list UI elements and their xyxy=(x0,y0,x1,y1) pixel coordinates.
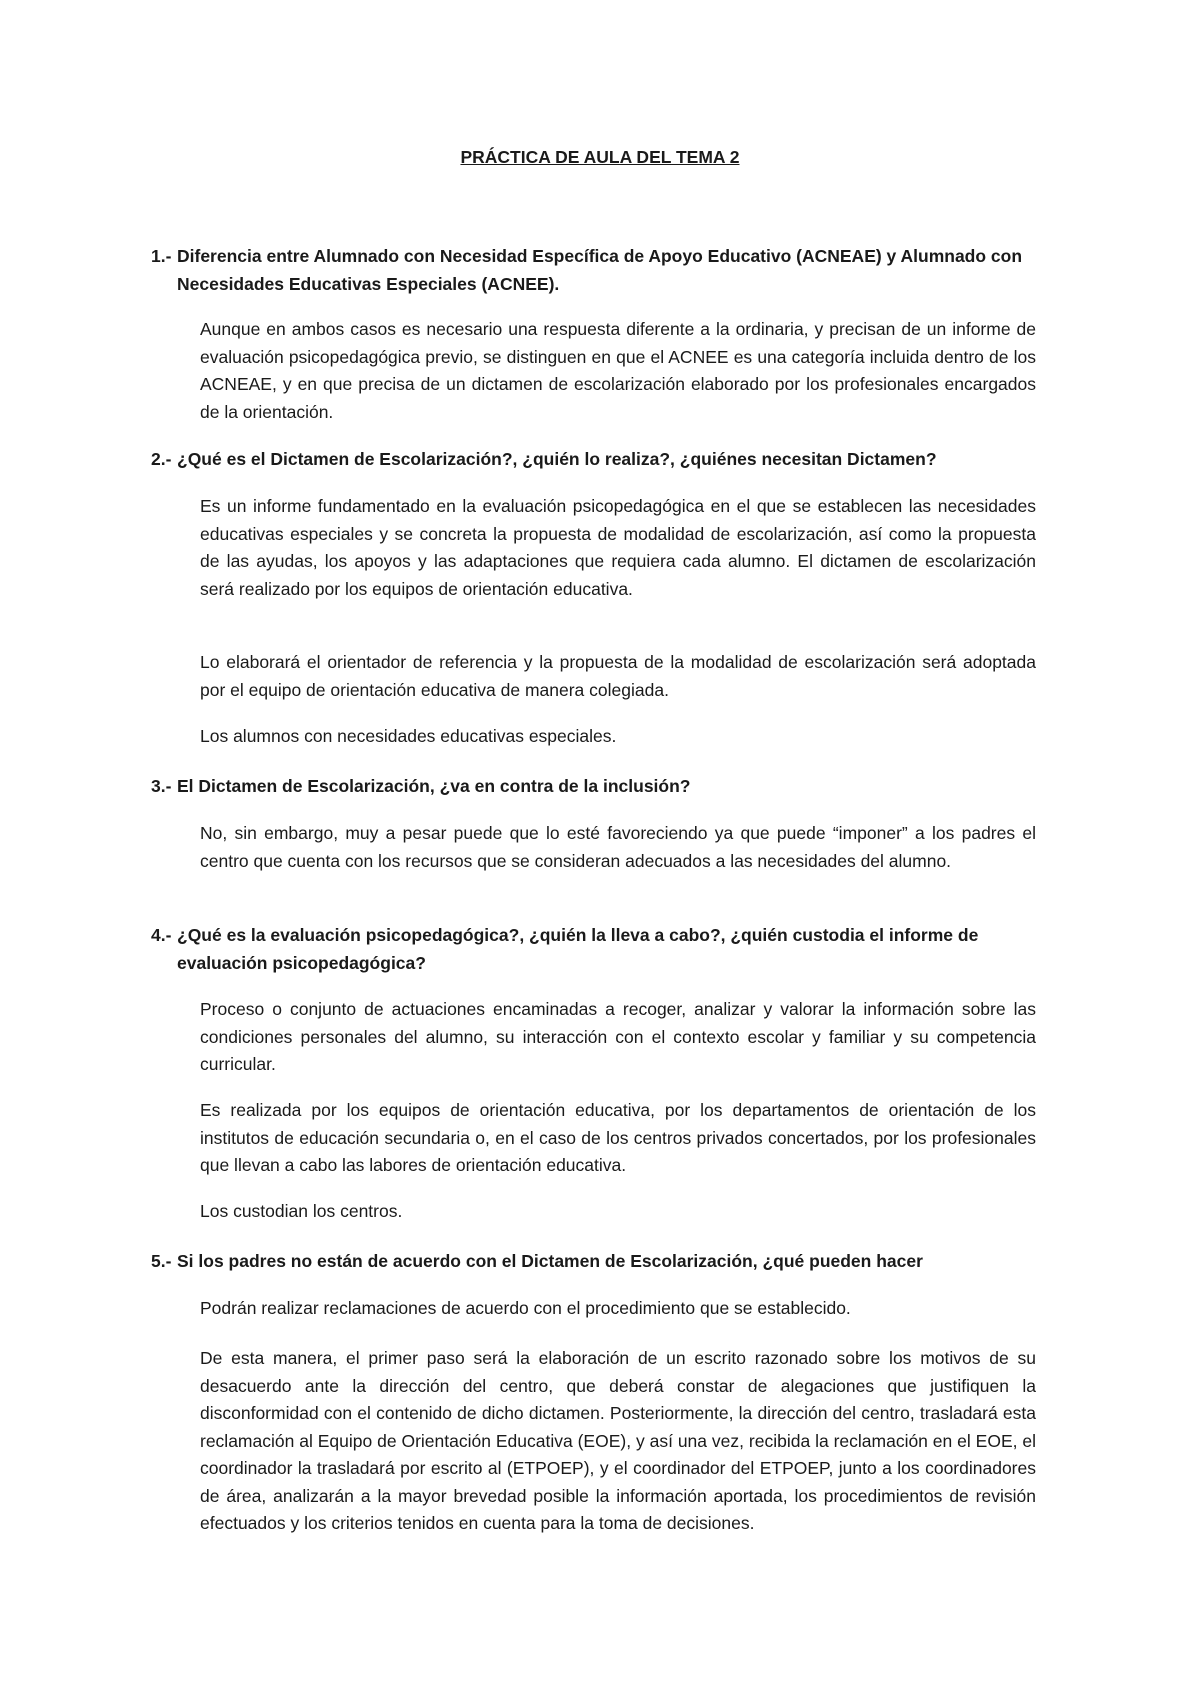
question-5 xyxy=(151,1248,1037,1276)
question-3 xyxy=(151,773,1037,801)
answer-4-paragraph-3: Los custodian los centros. xyxy=(200,1201,403,1221)
answer-2-paragraph-2: Lo elaborará el orientador de referencia y la propuesta de la modalidad de escolarización será adoptada por el equipo de orientación educativa de manera colegiada. xyxy=(200,652,1036,700)
question-number: 2.- xyxy=(151,449,172,469)
question-number: 3.- xyxy=(151,776,172,796)
question-number: 5.- xyxy=(151,1251,172,1271)
answer-3-paragraph-1: No, sin embargo, muy a pesar puede que lo esté favoreciendo ya que puede “imponer” a los padres el centro que cuenta con los recursos que se consideran adecuados a las necesidades del alumno. xyxy=(200,823,1036,871)
answer-1-paragraph-1: Aunque en ambos casos es necesario una respuesta diferente a la ordinaria, y precisan de un informe de evaluación psicopedagógica previo, se distinguen en que el ACNEE es una categoría incluida dentro de los ACNEAE, y en que precisa de un dictamen de escolarización elaborado por los profesionales encargados de la orientación. xyxy=(200,319,1036,422)
question-text: ¿Qué es la evaluación psicopedagógica?, ¿quién la lleva a cabo?, ¿quién custodia el informe de evaluación psicopedagógica? xyxy=(177,925,979,973)
question-number: 4.- xyxy=(151,925,172,945)
answer-5-paragraph-1: Podrán realizar reclamaciones de acuerdo con el procedimiento que se establecido. xyxy=(200,1298,851,1318)
question-text: ¿Qué es el Dictamen de Escolarización?, ¿quién lo realiza?, ¿quiénes necesitan Dictamen? xyxy=(177,449,937,469)
answer-4-paragraph-2: Es realizada por los equipos de orientación educativa, por los departamentos de orientación de los institutos de educación secundaria o, en el caso de los centros privados concertados, por los profesionales que llevan a cabo las labores de orientación educativa. xyxy=(200,1100,1036,1175)
question-text: Si los padres no están de acuerdo con el Dictamen de Escolarización, ¿qué pueden hacer xyxy=(177,1251,923,1271)
answer-2-paragraph-1: Es un informe fundamentado en la evaluación psicopedagógica en el que se establecen las necesidades educativas especiales y se concreta la propuesta de modalidad de escolarización, así como la propuesta de las ayudas, los apoyos y las adaptaciones que requiera cada alumno. El dictamen de escolarización será realizado por los equipos de orientación educativa. xyxy=(200,496,1036,599)
question-text: El Dictamen de Escolarización, ¿va en contra de la inclusión? xyxy=(177,776,691,796)
question-4 xyxy=(151,922,1037,977)
answer-4-paragraph-1: Proceso o conjunto de actuaciones encaminadas a recoger, analizar y valorar la información sobre las condiciones personales del alumno, su interacción con el contexto escolar y familiar y su competencia curricular. xyxy=(200,999,1036,1074)
document-title: PRÁCTICA DE AULA DEL TEMA 2 xyxy=(460,147,740,167)
answer-5-paragraph-2: De esta manera, el primer paso será la elaboración de un escrito razonado sobre los motivos de su desacuerdo ante la dirección del centro, que deberá constar de alegaciones que justifiquen la disconformidad con el contenido de dicho dictamen. Posteriormente, la dirección del centro, trasladará esta reclamación al Equipo de Orientación Educativa (EOE), y así una vez, recibida la reclamación en el EOE, el coordinador la trasladará por escrito al (ETPOEP), y el coordinador del ETPOEP, junto a los coordinadores de área, analizarán a la mayor brevedad posible la información aportada, los procedimientos de revisión efectuados y los criterios tenidos en cuenta para la toma de decisiones. xyxy=(200,1348,1036,1533)
question-text: Diferencia entre Alumnado con Necesidad Específica de Apoyo Educativo (ACNEAE) y Alumnado con Necesidades Educativas Especiales (ACNEE). xyxy=(177,246,1023,294)
answer-2-paragraph-3: Los alumnos con necesidades educativas especiales. xyxy=(200,726,617,746)
question-number: 1.- xyxy=(151,246,172,266)
question-2 xyxy=(151,446,1037,474)
question-1 xyxy=(151,243,1037,298)
